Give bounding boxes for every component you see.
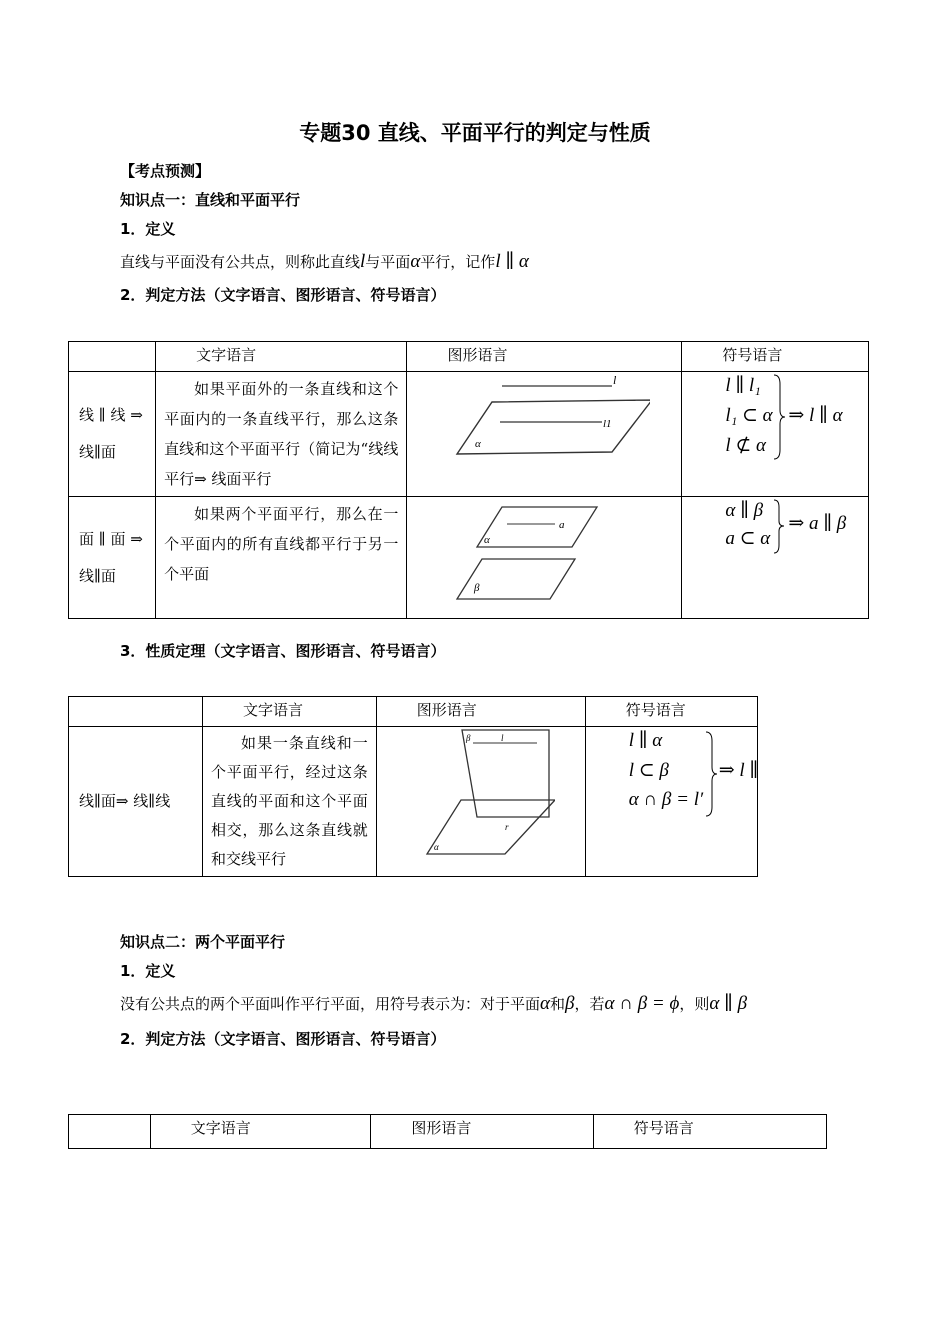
table3-header-symbol: 符号语言 [593, 1115, 826, 1149]
kp1-prop-heading: 3．性质定理（文字语言、图形语言、符号语言） [120, 642, 446, 660]
kp2-def-alpha: α [540, 993, 550, 1014]
table2-row-text [203, 727, 377, 877]
table1-row1-figure [407, 372, 682, 497]
table2-corner [69, 697, 203, 727]
kp2-def-beta: β [565, 993, 575, 1014]
row1-text: 如果平面外的一条直线和这个平面内的一条直线平行，那么这条直线和这个平面平行（简记为“线线平行⇒ 线面平行 [164, 380, 399, 488]
kp2-def-expr1: α ∩ β = ϕ [604, 993, 680, 1014]
table1-row1-label [69, 372, 156, 497]
table2-row-figure [376, 727, 585, 877]
table1-corner [69, 342, 156, 372]
kp2-def-text-c: ，若 [574, 995, 605, 1013]
line-plane-parallel-diagram [407, 372, 650, 487]
def-alpha: α [410, 251, 421, 272]
row1-label-line2: 线∥面 [79, 443, 116, 461]
table1-header-figure: 图形语言 [407, 342, 682, 372]
prop-text: 如果一条直线和一个平面平行，经过这条直线的平面和这个平面相交，那么这条直线就和交线平行 [211, 734, 368, 868]
fig3-label-alpha: α [433, 842, 439, 852]
table1-row2-figure [407, 497, 682, 619]
plane-alpha [457, 400, 650, 454]
def-l: l [360, 251, 366, 272]
fig2-label-beta: β [474, 582, 480, 594]
fig3-label-r: r [504, 822, 509, 832]
plane-alpha-prop [427, 800, 555, 854]
table1-row2-label [69, 497, 156, 619]
kp2-def-expr2: α ∥ β [709, 993, 748, 1014]
section-tag: 【考点预测】 [120, 162, 211, 180]
row1-label-line1: 线 ∥ 线 ⇒ [79, 406, 143, 424]
page-title: 专题30 直线、平面平行的判定与性质 [299, 121, 651, 145]
table1-row2-text [156, 497, 407, 619]
def-expr: l ∥ α [495, 251, 529, 272]
fig2-label-alpha: α [484, 534, 491, 546]
property-table [68, 696, 758, 877]
row1-sym-2: l₁ ⊂ α [725, 405, 773, 426]
intersecting-planes-diagram [377, 727, 555, 868]
kp1-heading: 知识点一：直线和平面平行 [120, 191, 301, 209]
kp2-def-text-d: ，则 [679, 995, 710, 1013]
table1-header-text: 文字语言 [156, 342, 407, 372]
fig3-label-beta: β [465, 733, 471, 743]
table3-header-text: 文字语言 [150, 1115, 371, 1149]
row2-sym-result: ⇒ a ∥ β [788, 513, 847, 534]
fig2-label-a: a [559, 519, 565, 531]
prop-sym-2: l ⊂ β [628, 760, 669, 781]
kp1-method-heading: 2．判定方法（文字语言、图形语言、符号语言） [120, 286, 446, 304]
row2-label-line1: 面 ∥ 面 ⇒ [79, 529, 143, 548]
table3-corner [69, 1115, 151, 1149]
table2-header-figure: 图形语言 [376, 697, 585, 727]
prop-sym-3: α ∩ β = l′ [628, 789, 704, 810]
brace-icon [704, 731, 718, 817]
table2-row-label: 线∥面⇒ 线∥线 [69, 727, 203, 877]
fig1-label-l: l [613, 373, 617, 387]
fig3-label-l: l [500, 733, 504, 743]
table1-header-symbol: 符号语言 [682, 342, 869, 372]
plane-alpha-top [477, 507, 597, 547]
kp2-def-heading: 1．定义 [120, 962, 176, 980]
kp2-def-text-b: 和 [550, 995, 566, 1013]
kp1-definition [120, 250, 529, 273]
def-text-a: 直线与平面没有公共点，则称此直线 [120, 253, 361, 271]
fig1-label-l1: l1 [603, 418, 612, 430]
plane-plane-parallel-diagram [407, 497, 650, 614]
row1-sym-1: l ∥ l₁ [725, 375, 761, 396]
brace-icon [772, 374, 786, 460]
kp2-definition [120, 992, 747, 1015]
table2-row-symbol [585, 727, 757, 877]
def-text-c: 平行，记作 [420, 253, 496, 271]
prop-sym-1: l ∥ α [628, 730, 663, 751]
kp2-heading: 知识点二：两个平面平行 [120, 933, 286, 951]
criteria-table-2 [68, 1114, 827, 1149]
table3-header-figure: 图形语言 [371, 1115, 593, 1149]
row2-label-line2: 线∥面 [79, 566, 116, 585]
row1-sym-3: l ⊄ α [725, 435, 767, 456]
table1-row1-text [156, 372, 407, 497]
row1-sym-result: ⇒ l ∥ α [788, 405, 843, 426]
kp2-def-text-a: 没有公共点的两个平面叫作平行平面，用符号表示为：对于平面 [120, 995, 541, 1013]
kp2-method-heading: 2．判定方法（文字语言、图形语言、符号语言） [120, 1030, 446, 1048]
prop-sym-result: ⇒ l ∥ [718, 760, 759, 781]
row2-sym-2: a ⊂ α [725, 528, 771, 549]
table2-header-symbol: 符号语言 [585, 697, 757, 727]
table1-row2-symbol [682, 497, 869, 619]
row2-text: 如果两个平面平行，那么在一个平面内的所有直线都平行于另一个平面 [164, 505, 399, 583]
table2-header-text: 文字语言 [203, 697, 377, 727]
brace-icon [772, 499, 786, 554]
table1-row1-symbol [682, 372, 869, 497]
kp1-def-heading: 1．定义 [120, 220, 176, 238]
criteria-table-1 [68, 341, 869, 619]
def-text-b: 与平面 [365, 253, 411, 271]
fig1-label-alpha: α [475, 438, 482, 450]
row2-sym-1: α ∥ β [725, 500, 764, 521]
